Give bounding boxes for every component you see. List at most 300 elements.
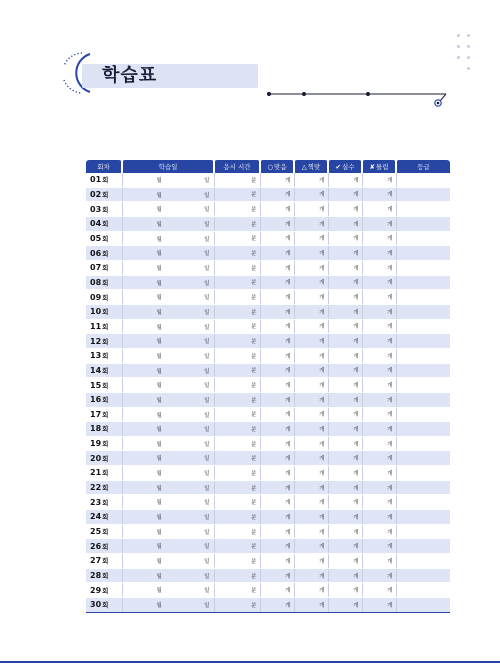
count-unit: 개 — [285, 441, 291, 448]
correct-count-cell — [260, 378, 294, 393]
round-number: 18 — [90, 424, 102, 434]
wrong-count-cell — [362, 202, 396, 217]
round-unit: 회 — [102, 308, 109, 317]
time-cell — [214, 363, 260, 378]
round-number: 13 — [90, 351, 102, 361]
table-row — [86, 422, 450, 437]
count-unit: 개 — [353, 456, 359, 463]
correct-count-cell — [260, 348, 294, 363]
study-date-cell — [122, 422, 214, 437]
month-unit: 월 — [156, 456, 162, 463]
count-unit: 개 — [353, 221, 359, 228]
wrong-count-cell — [362, 466, 396, 481]
time-cell — [214, 466, 260, 481]
count-unit: 개 — [285, 353, 291, 360]
table-row — [86, 216, 450, 231]
grade-cell — [396, 466, 450, 481]
header-label: 실수 — [341, 163, 355, 171]
mistake-count-cell — [328, 246, 362, 261]
round-unit: 회 — [102, 264, 109, 273]
count-unit: 개 — [319, 339, 325, 346]
correct-count-cell — [260, 334, 294, 349]
wrong-count-cell — [362, 363, 396, 378]
day-unit: 일 — [204, 485, 210, 492]
day-unit: 일 — [204, 280, 210, 287]
correct-count-cell — [260, 568, 294, 583]
mistake-count-cell — [328, 554, 362, 569]
guessed-count-cell — [294, 173, 328, 187]
mistake-count-cell — [328, 334, 362, 349]
minute-unit: 분 — [251, 221, 257, 228]
correct-count-cell — [260, 319, 294, 334]
table-row — [86, 436, 450, 451]
guessed-count-cell — [294, 436, 328, 451]
count-unit: 개 — [353, 177, 359, 184]
time-cell — [214, 583, 260, 598]
wrong-count-cell — [362, 436, 396, 451]
round-unit: 회 — [102, 601, 109, 610]
count-unit: 개 — [285, 470, 291, 477]
mistake-count-cell — [328, 495, 362, 510]
grade-cell — [396, 524, 450, 539]
grade-cell — [396, 378, 450, 393]
day-unit: 일 — [204, 412, 210, 419]
count-unit: 개 — [319, 573, 325, 580]
round-cell — [86, 583, 122, 598]
day-unit: 일 — [204, 339, 210, 346]
decorative-timeline — [266, 90, 456, 110]
study-date-cell — [122, 466, 214, 481]
guessed-count-cell — [294, 466, 328, 481]
count-unit: 개 — [353, 485, 359, 492]
day-unit: 일 — [204, 221, 210, 228]
round-unit: 회 — [102, 410, 109, 419]
time-cell — [214, 378, 260, 393]
round-unit: 회 — [102, 337, 109, 346]
grade-cell — [396, 304, 450, 319]
round-unit: 회 — [102, 498, 109, 507]
guessed-count-cell — [294, 187, 328, 202]
circle-icon: ○ — [267, 163, 274, 171]
count-unit: 개 — [387, 485, 393, 492]
time-cell — [214, 524, 260, 539]
count-unit: 개 — [353, 280, 359, 287]
mistake-count-cell — [328, 290, 362, 305]
round-unit: 회 — [102, 249, 109, 258]
count-unit: 개 — [319, 500, 325, 507]
guessed-count-cell — [294, 510, 328, 525]
grade-cell — [396, 568, 450, 583]
count-unit: 개 — [387, 573, 393, 580]
round-cell — [86, 334, 122, 349]
round-unit: 회 — [102, 176, 109, 185]
correct-count-cell — [260, 510, 294, 525]
table-row — [86, 539, 450, 554]
correct-count-cell — [260, 539, 294, 554]
minute-unit: 분 — [251, 280, 257, 287]
table-row — [86, 260, 450, 275]
correct-count-cell — [260, 480, 294, 495]
count-unit: 개 — [353, 558, 359, 565]
study-date-cell — [122, 290, 214, 305]
round-cell — [86, 260, 122, 275]
count-unit: 개 — [353, 588, 359, 595]
count-unit: 개 — [387, 207, 393, 214]
header-label: 학습일 — [158, 163, 178, 171]
count-unit: 개 — [319, 514, 325, 521]
grade-cell — [396, 598, 450, 613]
grade-cell — [396, 202, 450, 217]
count-unit: 개 — [353, 324, 359, 331]
grade-cell — [396, 554, 450, 569]
correct-count-cell — [260, 246, 294, 261]
round-unit: 회 — [102, 542, 109, 551]
minute-unit: 분 — [251, 470, 257, 477]
wrong-count-cell — [362, 216, 396, 231]
correct-count-cell — [260, 466, 294, 481]
time-cell — [214, 187, 260, 202]
table-row — [86, 275, 450, 290]
grade-cell — [396, 451, 450, 466]
minute-unit: 분 — [251, 529, 257, 536]
guessed-count-cell — [294, 231, 328, 246]
count-unit: 개 — [387, 441, 393, 448]
study-date-cell — [122, 451, 214, 466]
month-unit: 월 — [156, 265, 162, 272]
round-cell — [86, 304, 122, 319]
count-unit: 개 — [319, 177, 325, 184]
round-number: 26 — [90, 541, 102, 551]
day-unit: 일 — [204, 353, 210, 360]
month-unit: 월 — [156, 251, 162, 258]
wrong-count-cell — [362, 480, 396, 495]
round-cell — [86, 216, 122, 231]
count-unit: 개 — [353, 383, 359, 390]
mistake-count-cell — [328, 436, 362, 451]
count-unit: 개 — [285, 485, 291, 492]
count-unit: 개 — [319, 544, 325, 551]
round-number: 14 — [90, 365, 102, 375]
page-title: 학습표 — [102, 65, 158, 86]
count-unit: 개 — [319, 412, 325, 419]
day-unit: 일 — [204, 295, 210, 302]
count-unit: 개 — [319, 602, 325, 609]
count-unit: 개 — [319, 236, 325, 243]
header-cell — [362, 160, 396, 173]
round-cell — [86, 246, 122, 261]
round-number: 20 — [90, 453, 102, 463]
minute-unit: 분 — [251, 207, 257, 214]
grade-cell — [396, 363, 450, 378]
round-number: 21 — [90, 468, 102, 478]
mistake-count-cell — [328, 524, 362, 539]
table-row — [86, 334, 450, 349]
count-unit: 개 — [285, 309, 291, 316]
count-unit: 개 — [353, 207, 359, 214]
count-unit: 개 — [353, 426, 359, 433]
count-unit: 개 — [319, 192, 325, 199]
grade-cell — [396, 334, 450, 349]
correct-count-cell — [260, 260, 294, 275]
round-cell — [86, 539, 122, 554]
time-cell — [214, 334, 260, 349]
round-unit: 회 — [102, 352, 109, 361]
month-unit: 월 — [156, 544, 162, 551]
study-date-cell — [122, 480, 214, 495]
time-cell — [214, 304, 260, 319]
minute-unit: 분 — [251, 265, 257, 272]
month-unit: 월 — [156, 515, 162, 522]
header-label: 찍맞 — [307, 163, 321, 171]
round-number: 07 — [90, 263, 102, 273]
guessed-count-cell — [294, 407, 328, 422]
correct-count-cell — [260, 554, 294, 569]
round-unit: 회 — [102, 234, 109, 243]
table-row — [86, 363, 450, 378]
round-unit: 회 — [102, 425, 109, 434]
table-row — [86, 231, 450, 246]
grade-cell — [396, 510, 450, 525]
guessed-count-cell — [294, 554, 328, 569]
wrong-count-cell — [362, 524, 396, 539]
table-row — [86, 480, 450, 495]
study-date-cell — [122, 495, 214, 510]
count-unit: 개 — [319, 324, 325, 331]
count-unit: 개 — [387, 456, 393, 463]
study-date-cell — [122, 436, 214, 451]
time-cell — [214, 173, 260, 187]
round-unit: 회 — [102, 469, 109, 478]
count-unit: 개 — [387, 412, 393, 419]
correct-count-cell — [260, 231, 294, 246]
wrong-count-cell — [362, 246, 396, 261]
count-unit: 개 — [285, 558, 291, 565]
correct-count-cell — [260, 304, 294, 319]
count-unit: 개 — [353, 353, 359, 360]
round-unit: 회 — [102, 528, 109, 537]
table-row — [86, 510, 450, 525]
minute-unit: 분 — [251, 339, 257, 346]
mistake-count-cell — [328, 378, 362, 393]
header-cell — [122, 160, 214, 173]
grade-cell — [396, 539, 450, 554]
day-unit: 일 — [204, 309, 210, 316]
minute-unit: 분 — [251, 441, 257, 448]
day-unit: 일 — [204, 265, 210, 272]
count-unit: 개 — [387, 309, 393, 316]
wrong-count-cell — [362, 231, 396, 246]
study-date-cell — [122, 187, 214, 202]
time-cell — [214, 231, 260, 246]
month-unit: 월 — [156, 280, 162, 287]
round-cell — [86, 319, 122, 334]
minute-unit: 분 — [251, 558, 257, 565]
round-number: 28 — [90, 571, 102, 581]
count-unit: 개 — [319, 265, 325, 272]
round-unit: 회 — [102, 366, 109, 375]
grade-cell — [396, 216, 450, 231]
round-number: 27 — [90, 556, 102, 566]
header-cell — [396, 160, 450, 173]
time-cell — [214, 290, 260, 305]
study-date-cell — [122, 275, 214, 290]
mistake-count-cell — [328, 466, 362, 481]
count-unit: 개 — [285, 221, 291, 228]
day-unit: 일 — [204, 559, 210, 566]
time-cell — [214, 202, 260, 217]
time-cell — [214, 392, 260, 407]
round-unit: 회 — [102, 278, 109, 287]
count-unit: 개 — [353, 529, 359, 536]
round-number: 19 — [90, 439, 102, 449]
table-row — [86, 568, 450, 583]
table-row — [86, 524, 450, 539]
wrong-count-cell — [362, 187, 396, 202]
day-unit: 일 — [204, 192, 210, 199]
header-cell — [260, 160, 294, 173]
month-unit: 월 — [156, 383, 162, 390]
count-unit: 개 — [285, 368, 291, 375]
count-unit: 개 — [285, 529, 291, 536]
count-unit: 개 — [285, 500, 291, 507]
day-unit: 일 — [204, 178, 210, 184]
round-cell — [86, 231, 122, 246]
guessed-count-cell — [294, 422, 328, 437]
round-number: 01 — [90, 175, 102, 185]
mistake-count-cell — [328, 422, 362, 437]
table-row — [86, 187, 450, 202]
count-unit: 개 — [387, 426, 393, 433]
round-cell — [86, 524, 122, 539]
count-unit: 개 — [353, 265, 359, 272]
month-unit: 월 — [156, 207, 162, 214]
mistake-count-cell — [328, 480, 362, 495]
round-number: 02 — [90, 189, 102, 199]
count-unit: 개 — [319, 397, 325, 404]
count-unit: 개 — [387, 236, 393, 243]
table-row — [86, 392, 450, 407]
wrong-count-cell — [362, 539, 396, 554]
count-unit: 개 — [319, 383, 325, 390]
wrong-count-cell — [362, 510, 396, 525]
round-unit: 회 — [102, 586, 109, 595]
table-row — [86, 348, 450, 363]
mistake-count-cell — [328, 539, 362, 554]
month-unit: 월 — [156, 221, 162, 228]
table-row — [86, 202, 450, 217]
header-label: 응시 시간 — [223, 163, 251, 171]
count-unit: 개 — [285, 588, 291, 595]
count-unit: 개 — [353, 295, 359, 302]
month-unit: 월 — [156, 603, 162, 610]
study-date-cell — [122, 378, 214, 393]
minute-unit: 분 — [251, 324, 257, 331]
round-cell — [86, 422, 122, 437]
minute-unit: 분 — [251, 251, 257, 258]
study-date-cell — [122, 568, 214, 583]
month-unit: 월 — [156, 368, 162, 375]
count-unit: 개 — [285, 456, 291, 463]
minute-unit: 분 — [251, 426, 257, 433]
time-cell — [214, 554, 260, 569]
round-number: 15 — [90, 380, 102, 390]
grade-cell — [396, 275, 450, 290]
month-unit: 월 — [156, 529, 162, 536]
round-number: 12 — [90, 336, 102, 346]
wrong-count-cell — [362, 378, 396, 393]
header-label: 회차 — [97, 163, 110, 171]
study-date-cell — [122, 216, 214, 231]
count-unit: 개 — [387, 544, 393, 551]
study-date-cell — [122, 524, 214, 539]
count-unit: 개 — [353, 309, 359, 316]
count-unit: 개 — [319, 485, 325, 492]
round-unit: 회 — [102, 484, 109, 493]
correct-count-cell — [260, 275, 294, 290]
time-cell — [214, 451, 260, 466]
day-unit: 일 — [204, 324, 210, 331]
correct-count-cell — [260, 495, 294, 510]
count-unit: 개 — [285, 339, 291, 346]
count-unit: 개 — [387, 529, 393, 536]
time-cell — [214, 260, 260, 275]
month-unit: 월 — [156, 471, 162, 478]
count-unit: 개 — [387, 353, 393, 360]
correct-count-cell — [260, 583, 294, 598]
count-unit: 개 — [353, 192, 359, 199]
grade-cell — [396, 436, 450, 451]
day-unit: 일 — [204, 397, 210, 404]
wrong-count-cell — [362, 260, 396, 275]
round-cell — [86, 510, 122, 525]
day-unit: 일 — [204, 383, 210, 390]
minute-unit: 분 — [251, 573, 257, 580]
count-unit: 개 — [353, 544, 359, 551]
count-unit: 개 — [285, 324, 291, 331]
minute-unit: 분 — [251, 514, 257, 521]
round-unit: 회 — [102, 205, 109, 214]
guessed-count-cell — [294, 598, 328, 613]
day-unit: 일 — [204, 207, 210, 214]
day-unit: 일 — [204, 236, 210, 243]
count-unit: 개 — [353, 602, 359, 609]
guessed-count-cell — [294, 539, 328, 554]
guessed-count-cell — [294, 495, 328, 510]
count-unit: 개 — [319, 368, 325, 375]
count-unit: 개 — [285, 280, 291, 287]
correct-count-cell — [260, 216, 294, 231]
count-unit: 개 — [353, 573, 359, 580]
count-unit: 개 — [285, 236, 291, 243]
time-cell — [214, 568, 260, 583]
study-date-cell — [122, 363, 214, 378]
guessed-count-cell — [294, 216, 328, 231]
round-unit: 회 — [102, 557, 109, 566]
count-unit: 개 — [285, 573, 291, 580]
round-cell — [86, 568, 122, 583]
mistake-count-cell — [328, 187, 362, 202]
header-label: 틀림 — [375, 163, 389, 171]
count-unit: 개 — [387, 221, 393, 228]
time-cell — [214, 348, 260, 363]
minute-unit: 분 — [251, 309, 257, 316]
wrong-count-cell — [362, 568, 396, 583]
minute-unit: 분 — [251, 192, 257, 199]
count-unit: 개 — [319, 251, 325, 258]
round-number: 10 — [90, 307, 102, 317]
count-unit: 개 — [319, 529, 325, 536]
study-date-cell — [122, 539, 214, 554]
